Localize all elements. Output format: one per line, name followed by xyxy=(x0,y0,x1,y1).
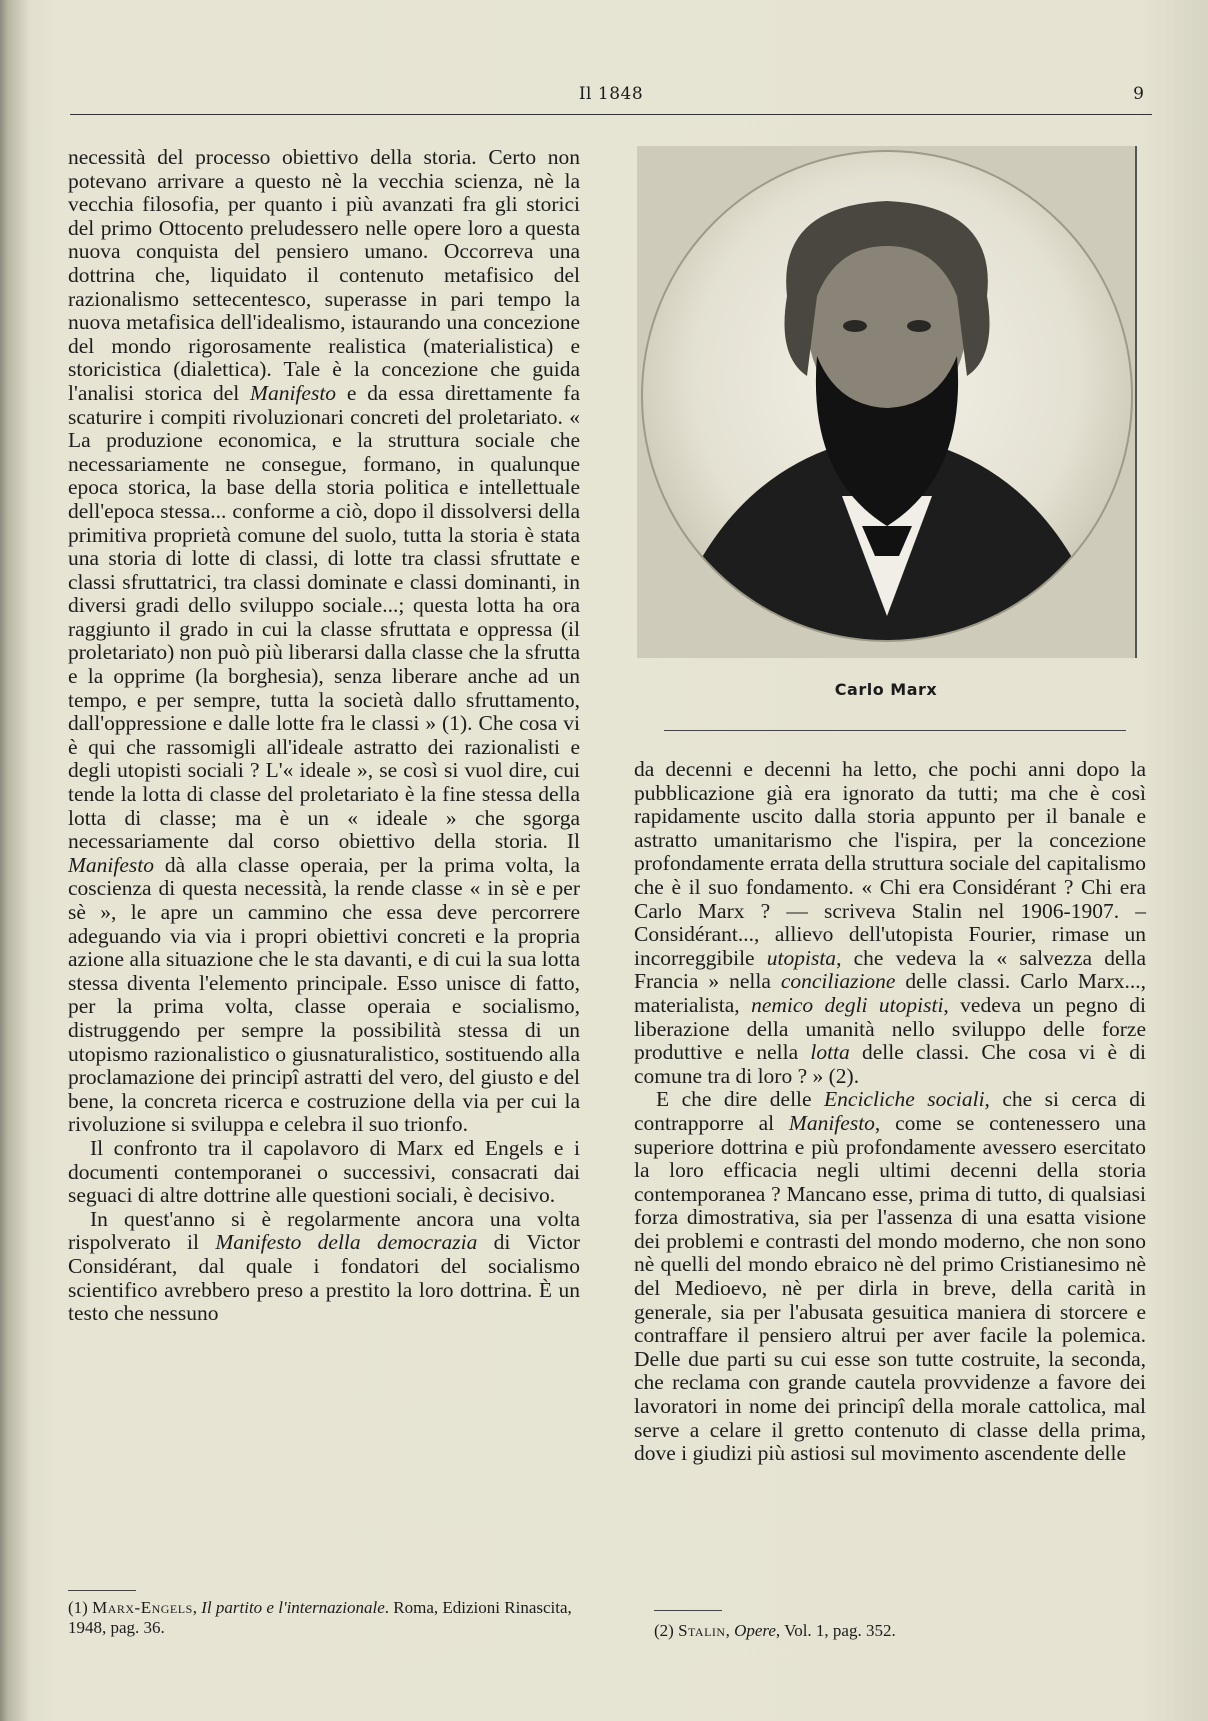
page-number: 9 xyxy=(1133,84,1144,104)
right-column xyxy=(634,758,1146,1466)
marx-portrait-image xyxy=(637,146,1135,658)
footnote-2: (2) Stalin, Opere, Vol. 1, pag. 352. xyxy=(654,1621,896,1640)
paragraph: E che dire delle Encicliche sociali, che si cerca di contrapporre al Manifesto, come se contenessero una superiore dottrina e più profondamente avessero esercitato la loro efficacia negli ultimi decenni della storia contemporanea ? Mancano esse, prima di tutto, di qualsiasi forza dimostrativa, sia per l'assenza di una esatta visione dei problemi e contrasti del mondo moderno, che non sono nè quelli del mondo ebraico nè del primo Cristianesimo nè del Medioevo, nè per dirla in breve, della carità in generale, sia per l'abusata gesuitica maniera di storcere e contraffare il pensiero altrui per aver facile la polemica. Delle due parti su cui esse son tutte costruite, la seconda, che reclama con grande cautela provvidenze a favore dei lavoratori in nome dei principî della morale cattolica, mal serve a celare il gretto contenuto di classe della prima, dove i giudizi più astiosi sul movimento ascendente delle xyxy=(634,1087,1146,1466)
paragraph: Il confronto tra il capolavoro di Marx ed Engels e i documenti contemporanei o successivi, consacrati dai seguaci di altre dottrine alle questioni sociali, è decisivo. xyxy=(68,1135,580,1208)
paragraph: da decenni e decenni ha letto, che pochi anni dopo la pubblicazione già era ignorato da tutti; ma che è così rapidamente uscito dalla storia appunto per il banale e astratto umanitarismo che l'ispira, per la concezione profondamente errata della struttura sociale del capitalismo che è il suo fondamento. « Chi era Considérant ? Chi era Carlo Marx ? — scriveva Stalin nel 1906-1907. – Considérant..., allievo dell'utopista Fourier, rimase un incorreggibile utopista, che vedeva la « salvezza della Francia » nella conciliazione delle classi. Carlo Marx..., materialista, nemico degli utopisti, vedeva un pegno di liberazione della umanità nello sviluppo delle forze produttive e nella lotta delle classi. Che cosa vi è di comune tra di loro ? » (2). xyxy=(634,757,1147,1088)
paragraph: necessità del processo obiettivo della storia. Certo non potevano arrivare a questo nè la vecchia scienza, nè la vecchia filosofia, per quanto i più avanzati fra gli storici del primo Ottocento preludessero nelle opere loro a questa nuova conquista del pensiero umano. Occorreva una dottrina che, liquidato il contenuto metafisico del razionalismo settecentesco, superasse in pari tempo la nuova metafisica dell'idealismo, istaurando una concezione del mondo rigorosamente realistica (materialistica) e storicistica (dialettica). Tale è la concezione che guida l'analisi storica del Manifesto e da essa direttamente fa scaturire i compiti rivoluzionari concreti del proletariato. « La produzione economica, e la struttura sociale che necessariamente ne consegue, formano, in qualunque epoca storica, la base della storia politica e intellettuale dell'epoca stessa... conforme a ciò, dopo il dissolversi della primitiva proprietà comune del suolo, tutta la storia è stata una storia di lotte di classi, di lotte tra classi sfruttate e classi sfruttatrici, tra classi dominate e classi dominanti, in diversi gradi dello sviluppo sociale...; questa lotta ha ora raggiunto il grado in cui la classe sfruttata e oppressa (il proletariato) non può più liberarsi dalla classe che la sfrutta e la opprime (la borghesia), senza liberare anche ad un tempo, e per sempre, tutta la società dallo sfruttamento, dall'oppressione e dalle lotte fra le classi » (1). Che cosa vi è qui che rassomigli all'ideale astratto dei razionalisti e degli utopisti sociali ? L'« ideale », se così si vuol dire, cui tende la lotta di classe del proletariato è la fine stessa della lotta di classe; ma è un « ideale » che sgorga necessariamente dal corso obiettivo della storia. Il Manifesto dà alla classe operaia, per la prima volta, la coscienza di questa necessità, la rende classe « in sè e per sè », le apre un cammino che essa deve percorrere adeguando via via i propri obiettivi concreti e la propria azione alla situazione che le sta davanti, e di cui la sua lotta stessa diventa l'elemento principale. Esso unisce di fatto, per la prima volta, classe operaia e socialismo, distruggendo per sempre la possibilità stessa di un utopismo razionalistico o giusnaturalistico, sostituendo alla proclamazione dei principî astratti del vero, del giusto e del bene, la concreta ricerca e costruzione della via per cui la rivoluzione si sviluppa e celebra il suo trionfo. xyxy=(68,145,581,1137)
paragraph: In quest'anno si è regolarmente ancora una volta rispolverato il Manifesto della democrazia di Victor Considérant, dal quale i fondatori del socialismo scientifico avrebbero preso a prestito la loro dottrina. È un testo che nessuno xyxy=(68,1206,580,1326)
figure-caption: Carlo Marx xyxy=(834,680,938,699)
caption-divider xyxy=(664,730,1126,731)
portrait-photo xyxy=(637,146,1137,658)
footnote-rule-right xyxy=(654,1610,722,1611)
left-column xyxy=(68,146,580,1326)
footnote-rule-left xyxy=(68,1590,136,1591)
running-title: Il 1848 xyxy=(578,84,644,104)
page-header xyxy=(70,84,1152,115)
footnote-1: (1) Marx-Engels, Il partito e l'internazionale. Roma, Edizioni Rinascita, 1948, pag. 36. xyxy=(68,1598,572,1637)
